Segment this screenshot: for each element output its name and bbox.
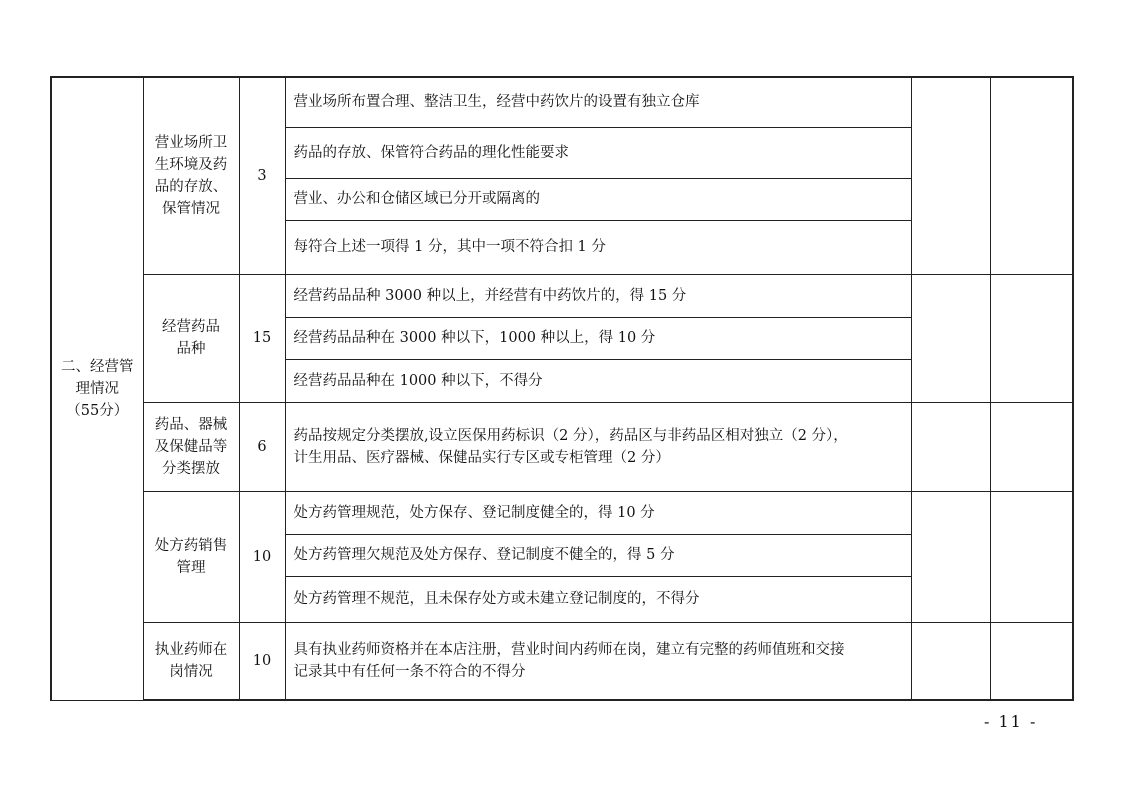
blank-cell: [911, 77, 990, 274]
blank-cell: [990, 402, 1073, 491]
item-cell: [143, 77, 239, 274]
item-line: 生环境及药: [154, 156, 228, 173]
criteria-cell: 处方药管理欠规范及处方保存、登记制度不健全的，得 5 分: [285, 534, 911, 576]
criteria-cell: 经营药品品种在 3000 种以下，1000 种以上，得 10 分: [285, 317, 911, 359]
criteria-cell: [285, 622, 911, 700]
criteria-cell: 处方药管理规范，处方保存、登记制度健全的，得 10 分: [285, 491, 911, 534]
item-line: 品种: [176, 341, 206, 357]
criteria-cell: [285, 402, 911, 491]
score-cell: 10: [239, 622, 285, 700]
criteria-cell: 经营药品品种在 1000 种以下，不得分: [285, 359, 911, 402]
criteria-cell: 经营药品品种 3000 种以上，并经营有中药饮片的，得 15 分: [285, 274, 911, 317]
item-line: 品的存放、: [154, 178, 228, 195]
item-line: 保管情况: [162, 200, 220, 217]
item-line: 岗情况: [169, 663, 213, 680]
criteria-cell: 营业、办公和仓储区域已分开或隔离的: [285, 178, 911, 220]
item-line: 执业药师在: [154, 641, 228, 658]
category-line: 二、经营管: [61, 358, 134, 375]
blank-cell: [911, 491, 990, 622]
blank-cell: [911, 622, 990, 700]
criteria-cell: 每符合上述一项得 1 分，其中一项不符合扣 1 分: [285, 220, 911, 274]
blank-cell: [990, 77, 1073, 274]
score-cell: 3: [239, 77, 285, 274]
item-line: 经营药品: [162, 319, 220, 335]
item-line: 药品、器械: [154, 416, 228, 433]
page-number: - 11 -: [984, 712, 1038, 731]
criteria-cell: 营业场所布置合理、整洁卫生，经营中药饮片的设置有独立仓库: [285, 77, 911, 127]
item-line: 管理: [176, 559, 206, 576]
blank-cell: [990, 622, 1073, 700]
criteria-line: 计生用品、医疗器械、保健品实行专区或专柜管理（2 分）: [293, 449, 670, 466]
item-cell: [143, 274, 239, 402]
blank-cell: [911, 274, 990, 402]
item-cell: [143, 402, 239, 491]
scoring-table: [50, 76, 1074, 701]
item-line: 及保健品等: [154, 438, 228, 455]
criteria-cell: 药品的存放、保管符合药品的理化性能要求: [285, 127, 911, 178]
item-line: 处方药销售: [154, 537, 228, 554]
criteria-line: 药品按规定分类摆放,设立医保用药标识（2 分），药品区与非药品区相对独立（2 分），: [293, 427, 848, 444]
item-cell: [143, 491, 239, 622]
table-row: [51, 491, 1073, 534]
blank-cell: [990, 491, 1073, 622]
category-line: 理情况: [75, 380, 119, 397]
criteria-line: 具有执业药师资格并在本店注册，营业时间内药师在岗，建立有完整的药师值班和交接: [293, 641, 845, 658]
blank-cell: [990, 274, 1073, 402]
criteria-cell: 处方药管理不规范，且未保存处方或未建立登记制度的，不得分: [285, 576, 911, 622]
item-line: 营业场所卫: [154, 134, 228, 151]
category-line: （55分）: [66, 402, 129, 419]
score-cell: 15: [239, 274, 285, 402]
category-cell: [51, 77, 143, 700]
score-cell: 6: [239, 402, 285, 491]
criteria-line: 记录其中有任何一条不符合的不得分: [293, 663, 526, 680]
table-row: [51, 622, 1073, 700]
item-line: 分类摆放: [162, 460, 220, 477]
table-row: [51, 77, 1073, 127]
table-row: [51, 274, 1073, 317]
score-cell: 10: [239, 491, 285, 622]
table-row: [51, 402, 1073, 491]
blank-cell: [911, 402, 990, 491]
item-cell: [143, 622, 239, 700]
